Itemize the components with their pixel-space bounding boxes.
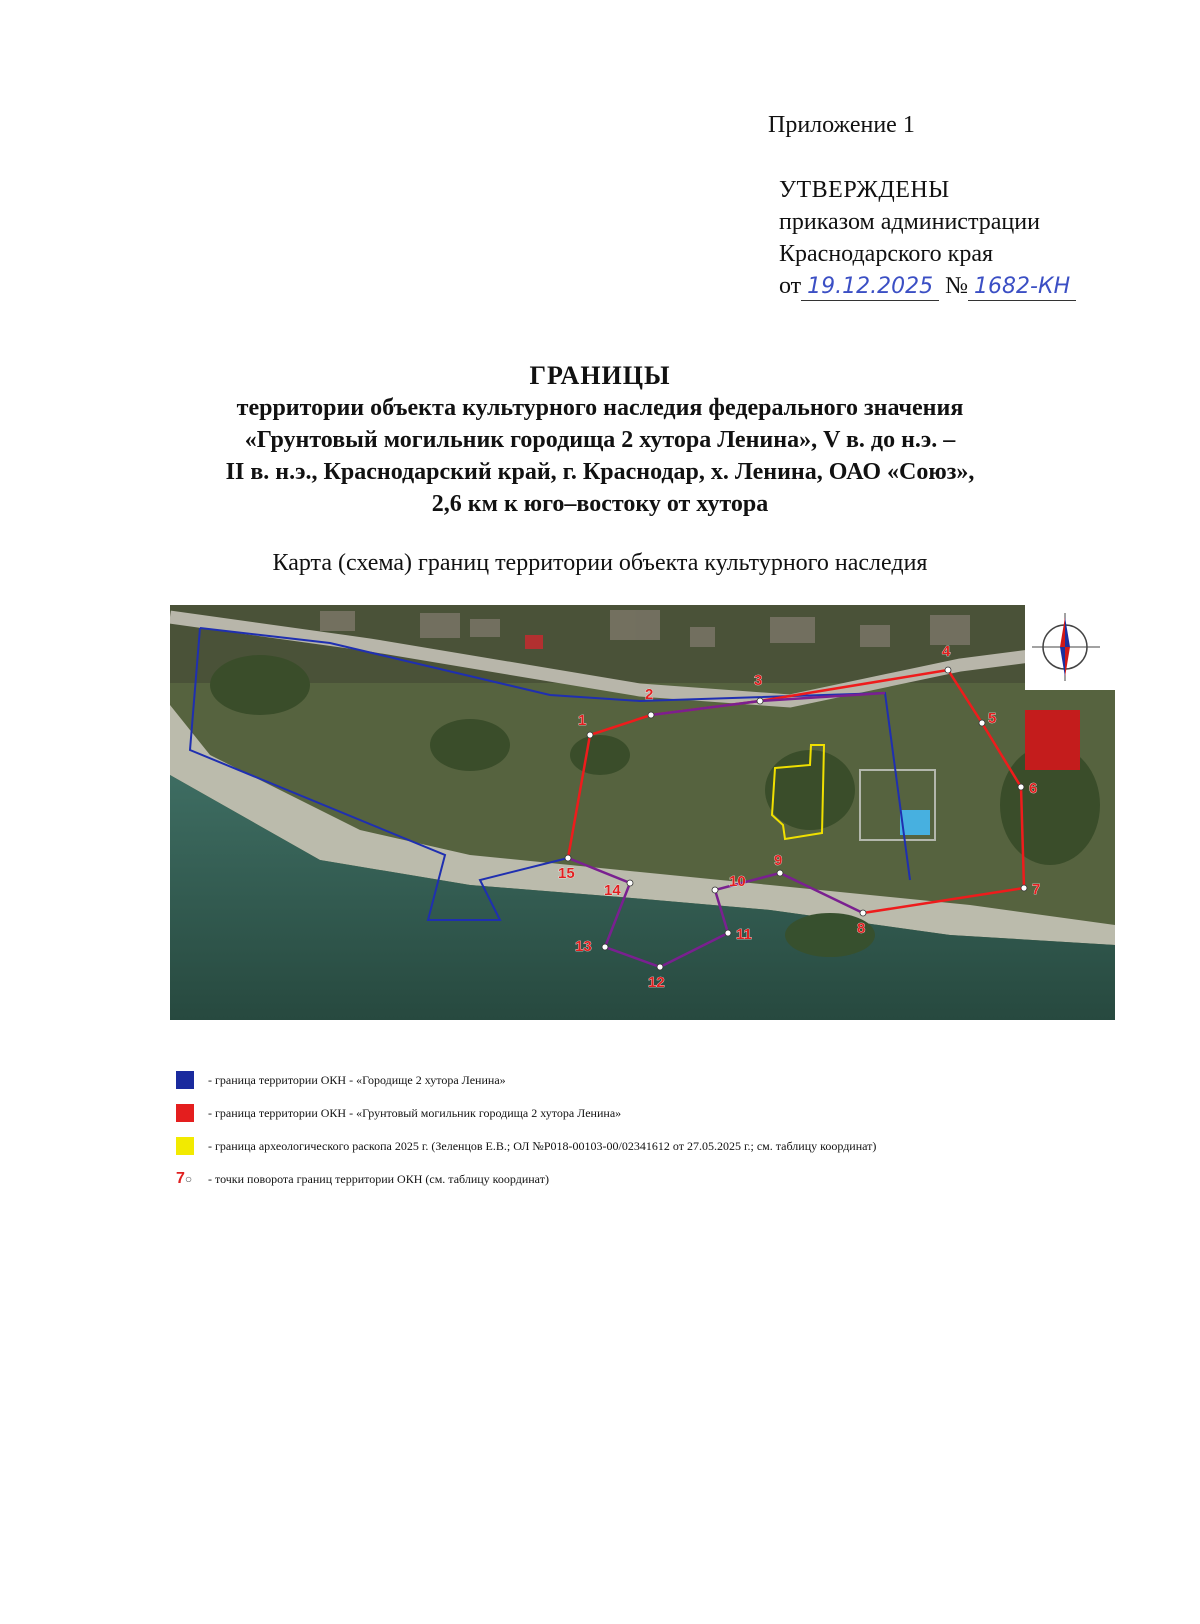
- turning-point-marker-6: [1018, 784, 1024, 790]
- handwritten-number: 1682-КН: [968, 274, 1076, 301]
- map-legend: [176, 1070, 876, 1202]
- turning-point-label-15: 15: [558, 865, 575, 882]
- turning-point-marker-2: [648, 712, 654, 718]
- appendix-label: Приложение 1: [768, 112, 915, 138]
- turning-point-label-1: 1: [578, 712, 587, 729]
- map-caption: Карта (схема) границ территории объекта культурного наследия: [272, 550, 928, 576]
- turning-point-marker-3: [757, 698, 763, 704]
- turning-point-marker-8: [860, 910, 866, 916]
- pool: [900, 810, 930, 835]
- approval-block: [779, 174, 1076, 302]
- turning-point-marker-13: [602, 944, 608, 950]
- approved-line-3: Краснодарского края: [779, 241, 994, 267]
- turning-point-label-8: 8: [857, 920, 866, 937]
- turning-point-marker-1: [587, 732, 593, 738]
- turning-point-label-7: 7: [1032, 881, 1041, 898]
- legend-swatch-blue: [176, 1071, 194, 1089]
- legend-text-red: - граница территории ОКН - «Грунтовый могильник городища 2 хутора Ленина»: [208, 1105, 622, 1120]
- turning-point-label-3: 3: [754, 672, 763, 689]
- turning-point-marker-10: [712, 887, 718, 893]
- turning-point-label-14: 14: [604, 882, 621, 899]
- turning-point-marker-15: [565, 855, 571, 861]
- compass-icon: [1025, 605, 1115, 690]
- title-line-2: «Грунтовый могильник городища 2 хутора Ленина», V в. до н.э. –: [244, 427, 956, 453]
- legend-swatch-red: [176, 1104, 194, 1122]
- number-prefix: №: [945, 273, 969, 299]
- turning-point-label-5: 5: [988, 710, 997, 727]
- approval-date-line: [779, 270, 1076, 302]
- map-svg: [170, 605, 1115, 1020]
- boundary-map: [170, 605, 1115, 1020]
- turning-point-marker-14: [627, 880, 633, 886]
- title-line-4: 2,6 км к юго–востоку от хутора: [431, 491, 769, 517]
- turning-point-marker-4: [945, 667, 951, 673]
- title-main: ГРАНИЦЫ: [529, 361, 671, 390]
- turning-point-label-13: 13: [575, 938, 592, 955]
- legend-text-blue: - граница территории ОКН - «Городище 2 хутора Ленина»: [208, 1072, 506, 1087]
- date-prefix: от: [779, 273, 802, 299]
- legend-swatch-yellow: [176, 1137, 194, 1155]
- approved-heading: УТВЕРЖДЕНЫ: [779, 177, 950, 203]
- legend-text-yellow: - граница археологического раскопа 2025 г. (Зеленцов Е.В.; ОЛ №Р018-00103-00/02341612 от 27.05.2025 г.; см. таблицу координат): [208, 1138, 877, 1153]
- turning-point-label-6: 6: [1029, 780, 1038, 797]
- turning-point-label-11: 11: [736, 926, 752, 943]
- turning-point-marker-7: [1021, 885, 1027, 891]
- turning-point-label-4: 4: [942, 643, 951, 660]
- red-court: [1025, 710, 1080, 770]
- handwritten-date: 19.12.2025: [801, 274, 939, 301]
- document-title: [150, 360, 1050, 520]
- turning-point-marker-12: [657, 964, 663, 970]
- legend-item-red: [176, 1103, 876, 1123]
- turning-point-marker-11: [725, 930, 731, 936]
- legend-item-points: [176, 1169, 876, 1189]
- red-roof: [525, 635, 543, 649]
- turning-point-marker-5: [979, 720, 985, 726]
- legend-item-yellow: [176, 1136, 876, 1156]
- legend-point-marker: 7○: [176, 1170, 193, 1187]
- turning-point-label-2: 2: [645, 686, 654, 703]
- turning-point-label-10: 10: [729, 873, 746, 890]
- title-line-3: II в. н.э., Краснодарский край, г. Краснодар, х. Ленина, ОАО «Союз»,: [225, 459, 975, 485]
- legend-item-blue: [176, 1070, 876, 1090]
- turning-point-label-9: 9: [774, 852, 783, 869]
- legend-text-points: - точки поворота границ территории ОКН (см. таблицу координат): [208, 1171, 549, 1186]
- turning-point-label-12: 12: [648, 974, 665, 991]
- approved-line-2: приказом администрации: [779, 209, 1040, 235]
- turning-point-marker-9: [777, 870, 783, 876]
- title-line-1: территории объекта культурного наследия федерального значения: [236, 395, 964, 421]
